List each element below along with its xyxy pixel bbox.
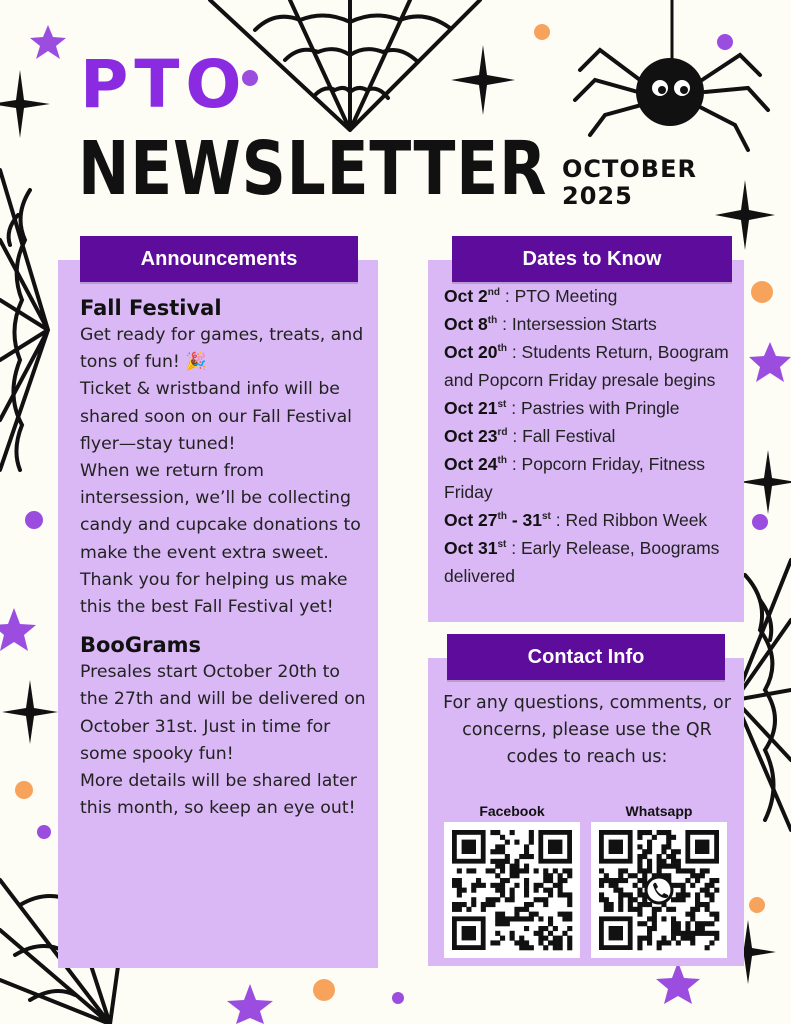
list-item: Oct 20th : Students Return, Boogram and Popcorn Friday presale begins: [444, 342, 729, 390]
list-item: Oct 21st : Pastries with Pringle: [444, 398, 680, 418]
boograms-paragraph: More details will be shared later this month, so keep an eye out!: [80, 771, 357, 819]
dates-heading: Dates to Know: [452, 236, 732, 282]
fall-festival-paragraph: When we return from intersession, we’ll be collecting candy and cupcake donations to make the event extra sweet. Thank you for helping us make this the best Fall Festival yet!: [80, 461, 361, 618]
whatsapp-qr-code[interactable]: [591, 822, 727, 958]
star-icon: [0, 608, 36, 651]
sparkle-icon: [740, 450, 791, 514]
issue-month: OCTOBER: [562, 155, 697, 183]
star-icon: [227, 984, 273, 1024]
spider-web-icon: [210, 0, 480, 130]
sparkle-icon: [2, 680, 58, 744]
list-item: Oct 31st : Early Release, Boograms delivered: [444, 538, 720, 586]
announcements-heading: Announcements: [80, 236, 358, 282]
star-icon: [30, 25, 66, 59]
announcements-content: [80, 294, 370, 822]
list-item: Oct 8th : Intersession Starts: [444, 314, 657, 334]
newsletter-title: NEWSLETTER: [78, 126, 548, 212]
boograms-paragraph: Presales start October 20th to the 27th and will be delivered on October 31st. Just in time for some spooky fun!: [80, 662, 366, 764]
fall-festival-paragraph: Ticket & wristband info will be shared soon on our Fall Festival flyer—stay tuned!: [80, 379, 352, 454]
newsletter-title-pto: PTO: [80, 46, 248, 123]
issue-date: [562, 156, 697, 210]
fall-festival-title: Fall Festival: [80, 296, 222, 320]
facebook-qr-code[interactable]: [444, 822, 580, 958]
spider-icon: [636, 58, 704, 126]
list-item: Oct 2nd : PTO Meeting: [444, 286, 618, 306]
contact-heading: Contact Info: [447, 634, 725, 680]
facebook-label: Facebook: [479, 803, 545, 819]
spider-web-icon: [0, 170, 48, 470]
boograms-title: BooGrams: [80, 633, 202, 658]
list-item: Oct 27th - 31st : Red Ribbon Week: [444, 510, 708, 530]
star-icon: [656, 962, 700, 1004]
sparkle-icon: [451, 45, 515, 115]
issue-year: 2025: [562, 182, 633, 210]
whatsapp-label: Whatsapp: [625, 803, 693, 819]
list-item: Oct 23rd : Fall Festival: [444, 426, 616, 446]
list-item: Oct 24th : Popcorn Friday, Fitness Friday: [444, 454, 706, 502]
fall-festival-paragraph: Get ready for games, treats, and tons of fun! 🎉: [80, 325, 364, 373]
contact-text: For any questions, comments, or concerns, please use the QR codes to reach us:: [443, 693, 731, 767]
dates-list: [444, 282, 736, 590]
sparkle-icon: [0, 70, 50, 138]
star-icon: [749, 342, 791, 382]
